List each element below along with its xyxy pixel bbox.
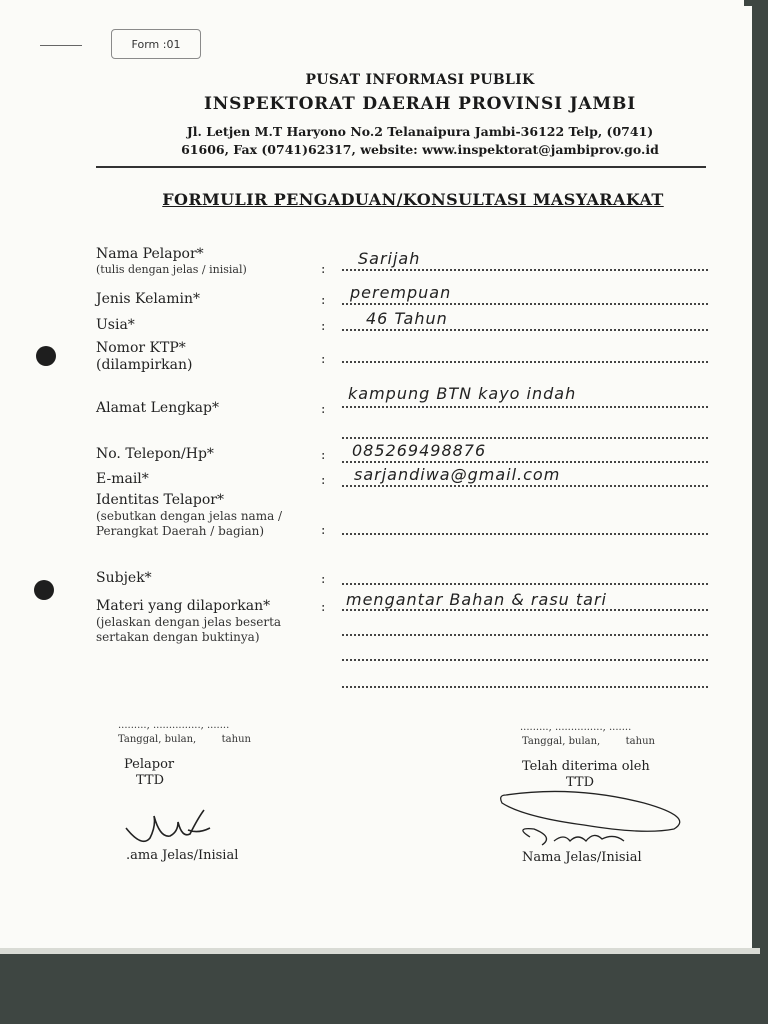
separator: : [321,473,326,488]
form-title: FORMULIR PENGADUAN/KONSULTASI MASYARAKAT [162,190,664,209]
telepon-value: 085269498876 [352,441,487,460]
alamat-value: kampung BTN kayo indah [348,384,577,403]
separator: : [321,448,326,463]
ktp-label: Nomor KTP* [96,340,186,356]
pelapor-label: Pelapor [124,757,175,772]
received-label: Telah diterima oleh [522,759,650,774]
materi-note: (jelaskan dengan jelas beserta sertakan dengan buktinya) [96,615,282,644]
materi-label: Materi yang dilaporkan* [96,598,271,614]
separator: : [321,262,326,277]
field-label-subjek: Subjek* [96,570,152,586]
field-label-identitas [96,492,312,539]
date-label-left: Tanggal, bulan, tahun [118,734,251,745]
usia-line [342,328,708,331]
field-label-usia: Usia* [96,317,135,333]
header-line1: PUSAT INFORMASI PUBLIK [305,72,535,88]
nama-note: (tulis dengan jelas / inisial) [96,263,247,276]
date-dots-right: ........., ..............., ....... [520,722,632,733]
materi-line-2 [342,633,708,636]
date-label-right: Tanggal, bulan, tahun [522,736,655,747]
ktp-note: (dilampirkan) [96,357,193,373]
separator: : [321,319,326,334]
margin-mark [40,45,82,46]
usia-value: 46 Tahun [366,309,448,328]
separator: : [321,523,326,538]
field-label-telepon: No. Telepon/Hp* [96,446,214,462]
identitas-note: (sebutkan dengan jelas nama / Perangkat Daerah / bagian) [96,509,283,538]
nama-line [342,268,708,271]
materi-line-4 [342,685,708,688]
alamat-line-2 [342,436,708,439]
separator: : [321,352,326,367]
punch-hole [36,346,56,366]
separator: : [321,600,326,615]
paper-corner [744,0,760,6]
email-line [342,484,708,487]
jenis-kelamin-value: perempuan [350,283,452,302]
date-dots-left: ........., ..............., ....... [118,720,230,731]
ttd-left: TTD [136,773,165,788]
separator: : [321,293,326,308]
field-label-email: E-mail* [96,471,149,487]
paper-edge [0,948,760,954]
punch-hole [34,580,54,600]
materi-value: mengantar Bahan & rasu tari [346,590,607,609]
telepon-line [342,460,708,463]
identitas-line [342,532,708,535]
separator: : [321,572,326,587]
field-label-jenis-kelamin: Jenis Kelamin* [96,291,200,307]
alamat-line-1 [342,405,708,408]
ktp-line [342,360,708,363]
nama-value: Sarijah [358,249,421,268]
nama-jelas-left: .ama Jelas/Inisial [126,848,239,863]
header-address-line2: 61606, Fax (0741)62317, website: www.inspektorat@jambiprov.go.id [181,142,659,157]
jenis-kelamin-line [342,302,708,305]
materi-line-3 [342,658,708,661]
header-institution: INSPEKTORAT DAERAH PROVINSI JAMBI [204,94,636,114]
header-rule [96,166,706,168]
field-label-nama [96,246,247,277]
field-label-ktp [96,340,192,374]
header-address-line1: Jl. Letjen M.T Haryono No.2 Telanaipura Jambi-36122 Telp, (0741) [186,124,654,139]
field-label-materi [96,598,302,645]
nama-jelas-right: Nama Jelas/Inisial [522,850,642,865]
form-number-tag: Form :01 [111,29,201,59]
header-address [0,123,768,159]
ttd-right: TTD [566,775,595,790]
identitas-label: Identitas Telapor* [96,492,224,508]
separator: : [321,402,326,417]
nama-label: Nama Pelapor* [96,246,204,262]
email-value: sarjandiwa@gmail.com [354,465,561,484]
field-label-alamat: Alamat Lengkap* [96,400,219,416]
subjek-line [342,582,708,585]
receiver-signature [494,785,694,860]
